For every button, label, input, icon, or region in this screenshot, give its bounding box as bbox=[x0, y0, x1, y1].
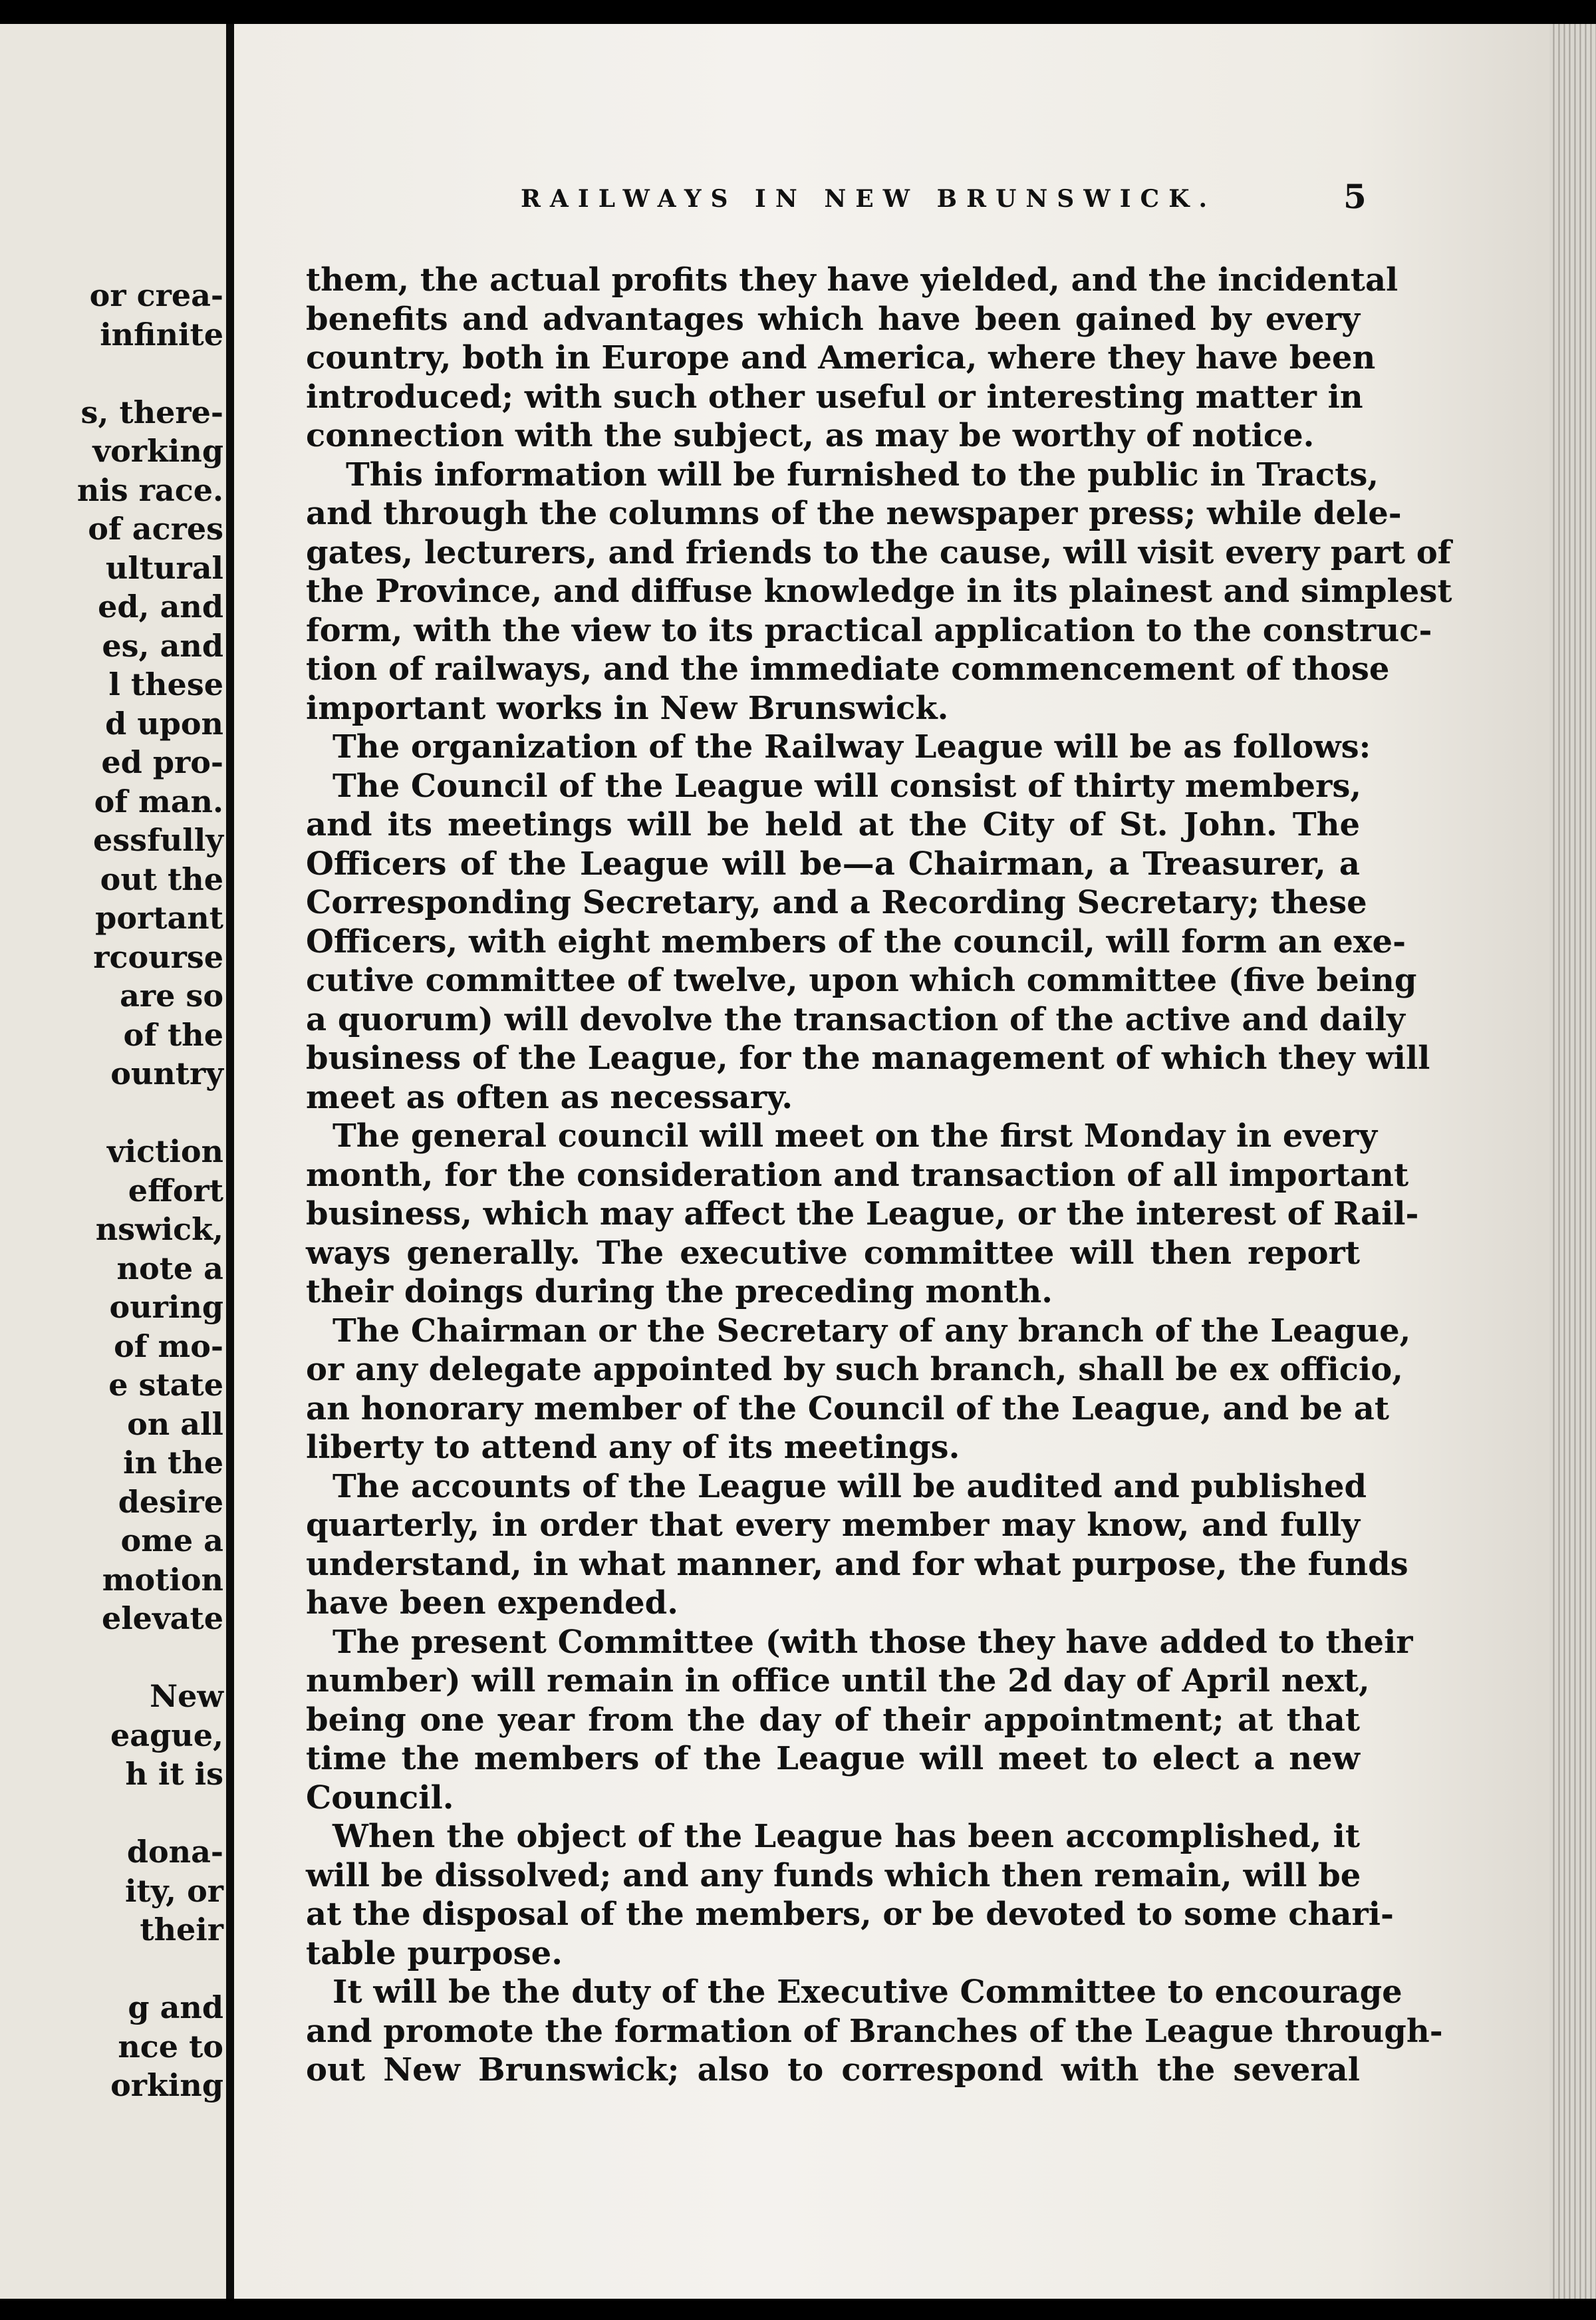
left-page-line: nce to bbox=[118, 2028, 223, 2065]
page-edges bbox=[1549, 24, 1596, 2299]
left-page-line: ouring bbox=[109, 1289, 223, 1325]
left-page-line: nis race. bbox=[76, 472, 223, 508]
running-title: RAILWAYS IN NEW BRUNSWICK. bbox=[521, 185, 1217, 213]
body-line: When the object of the League has been accomplished, it bbox=[332, 1818, 1360, 1855]
left-page-line: or crea- bbox=[89, 277, 223, 313]
left-page-line: essfully bbox=[93, 822, 223, 858]
page-number: 5 bbox=[1343, 177, 1367, 216]
body-line: cutive committee of twelve, upon which committee (five being bbox=[306, 962, 1417, 999]
left-page-line: their bbox=[140, 1912, 223, 1948]
body-line: The Council of the League will consist of thirty members, bbox=[332, 767, 1362, 805]
body-line: ways generally. The executive committee will then report bbox=[306, 1234, 1360, 1272]
body-line: The accounts of the League will be audited and published bbox=[332, 1467, 1367, 1505]
left-page-line: effort bbox=[128, 1172, 223, 1209]
left-page-line: in the bbox=[123, 1445, 223, 1481]
left-page-line: of acres bbox=[88, 511, 223, 547]
left-page-line: ed pro- bbox=[101, 744, 223, 780]
left-page-line: rcourse bbox=[93, 939, 223, 975]
body-line: country, both in Europe and America, where they have been bbox=[306, 339, 1376, 376]
left-page-line: of mo- bbox=[114, 1328, 223, 1364]
body-line: have been expended. bbox=[306, 1584, 678, 1622]
body-line: benefits and advantages which have been gained by every bbox=[306, 300, 1360, 338]
body-line: a quorum) will devolve the transaction of the active and daily bbox=[306, 1000, 1405, 1038]
body-line: Officers of the League will be—a Chairman, a Treasurer, a bbox=[306, 845, 1360, 883]
left-page-line: ome a bbox=[120, 1522, 223, 1558]
body-line: tion of railways, and the immediate commencement of those bbox=[306, 651, 1390, 688]
body-line: and through the columns of the newspaper press; while dele- bbox=[306, 495, 1402, 532]
body-line: and its meetings will be held at the City of St. John. The bbox=[306, 806, 1360, 843]
left-page-line: g and bbox=[128, 1989, 223, 2025]
body-line: will be dissolved; and any funds which then remain, will be bbox=[306, 1856, 1361, 1894]
body-line: meet as often as necessary. bbox=[306, 1078, 793, 1116]
body-line: them, the actual profits they have yielded, and the incidental bbox=[306, 261, 1398, 299]
left-page-line: portant bbox=[95, 900, 223, 936]
left-page-line: l these bbox=[108, 666, 223, 702]
left-page-line: orking bbox=[110, 2067, 223, 2103]
body-line: form, with the view to its practical application to the construc- bbox=[306, 611, 1432, 649]
left-page-line: New bbox=[150, 1678, 223, 1714]
left-page-line: desire bbox=[118, 1483, 223, 1520]
body-line: the Province, and diffuse knowledge in its plainest and simplest bbox=[306, 573, 1452, 610]
left-page-line: ed, and bbox=[98, 589, 223, 625]
body-line: number) will remain in office until the 2d day of April next, bbox=[306, 1662, 1370, 1699]
body-line: at the disposal of the members, or be devoted to some chari- bbox=[306, 1896, 1394, 1933]
left-page-line: eague, bbox=[110, 1717, 223, 1753]
left-page-line: vorking bbox=[92, 433, 223, 469]
left-page-line: infinite bbox=[100, 316, 223, 353]
body-line: their doings during the preceding month. bbox=[306, 1273, 1053, 1310]
body-line: It will be the duty of the Executive Committee to encourage bbox=[332, 1973, 1402, 2011]
body-line: being one year from the day of their appointment; at that bbox=[306, 1701, 1360, 1739]
body-line: or any delegate appointed by such branch, shall be ex officio, bbox=[306, 1351, 1403, 1388]
left-page-line: out the bbox=[100, 861, 223, 897]
left-page-line: motion bbox=[102, 1561, 223, 1598]
left-page-line: dona- bbox=[126, 1834, 223, 1870]
left-page-line: es, and bbox=[102, 627, 223, 664]
left-page-line: ity, or bbox=[125, 1872, 223, 1909]
body-text bbox=[306, 261, 1452, 2090]
body-line: time the members of the League will meet to elect a new bbox=[306, 1740, 1360, 1777]
body-line: Council. bbox=[306, 1779, 454, 1816]
body-line: The Chairman or the Secretary of any branch of the League, bbox=[332, 1312, 1411, 1350]
body-line: connection with the subject, as may be worthy of notice. bbox=[306, 417, 1315, 454]
body-line: quarterly, in order that every member may know, and fully bbox=[306, 1507, 1360, 1544]
body-line: business, which may affect the League, or the interest of Rail- bbox=[306, 1195, 1419, 1232]
left-page-line: of man. bbox=[94, 783, 223, 819]
body-line: Officers, with eight members of the council, will form an exe- bbox=[306, 923, 1406, 960]
left-page-line: s, there- bbox=[80, 394, 223, 430]
body-line: The organization of the Railway League will be as follows: bbox=[332, 728, 1371, 766]
left-page-line: are so bbox=[120, 978, 223, 1014]
body-line: business of the League, for the management of which they will bbox=[306, 1040, 1430, 1077]
left-page-line: ountry bbox=[110, 1056, 223, 1091]
body-line: table purpose. bbox=[306, 1934, 563, 1972]
left-page-fragment bbox=[0, 24, 226, 2299]
left-page-line: on all bbox=[127, 1405, 223, 1442]
left-page-line: d upon bbox=[105, 705, 223, 742]
body-line: understand, in what manner, and for what purpose, the funds bbox=[306, 1545, 1408, 1583]
left-page-line: elevate bbox=[101, 1600, 223, 1636]
left-page-line: of the bbox=[123, 1016, 223, 1053]
body-line: liberty to attend any of its meetings. bbox=[306, 1429, 960, 1466]
body-line: Corresponding Secretary, and a Recording Secretary; these bbox=[306, 884, 1367, 921]
body-line: and promote the formation of Branches of the League through- bbox=[306, 2012, 1443, 2050]
left-page-line: ultural bbox=[105, 549, 223, 586]
body-line: an honorary member of the Council of the League, and be at bbox=[306, 1389, 1390, 1427]
body-line: The present Committee (with those they have added to their bbox=[332, 1623, 1413, 1661]
left-page-line: nswick, bbox=[95, 1211, 223, 1247]
left-page-line: viction bbox=[106, 1133, 223, 1169]
body-line: important works in New Brunswick. bbox=[306, 689, 949, 727]
body-line: gates, lecturers, and friends to the cause, will visit every part of bbox=[306, 533, 1452, 571]
body-line: introduced; with such other useful or interesting matter in bbox=[306, 378, 1363, 416]
body-line: The general council will meet on the first Monday in every bbox=[332, 1117, 1378, 1155]
body-line: out New Brunswick; also to correspond with the several bbox=[306, 2051, 1360, 2089]
left-page-line: note a bbox=[116, 1250, 223, 1286]
body-line: This information will be furnished to the public in Tracts, bbox=[346, 456, 1379, 494]
left-page-line: e state bbox=[108, 1367, 223, 1403]
body-line: month, for the consideration and transaction of all important bbox=[306, 1156, 1409, 1194]
left-page-line: h it is bbox=[125, 1756, 223, 1792]
